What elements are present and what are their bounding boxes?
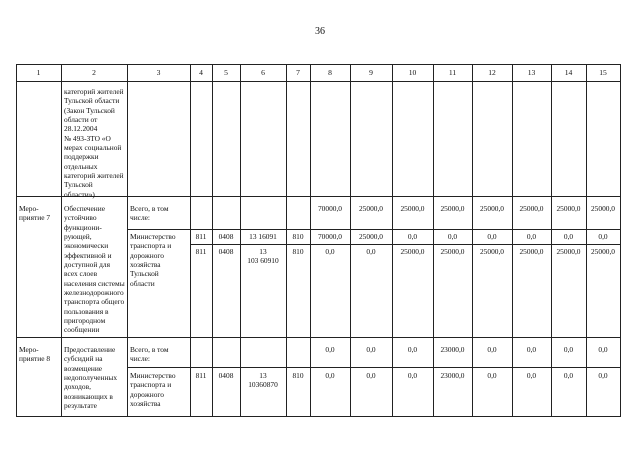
column-number: 9 bbox=[369, 68, 373, 77]
amount-value: 0,0 bbox=[366, 371, 376, 380]
column-number: 3 bbox=[156, 68, 161, 77]
event-label: Меро- приятие 7 bbox=[19, 204, 51, 223]
event-label: Меро- приятие 8 bbox=[19, 345, 51, 364]
column-number: 13 bbox=[527, 68, 536, 77]
row-divider bbox=[16, 337, 621, 338]
total-value: 25000,0 bbox=[440, 204, 465, 213]
total-value: 23000,0 bbox=[440, 345, 465, 354]
event-description: Обеспечение устойчиво функциони- рующей, экономически эффективной и доступной для всех слоев населения системы железнодорожного транспорта общего пользования в пригородном сообщении bbox=[64, 204, 125, 335]
total-value: 25000,0 bbox=[479, 204, 505, 213]
row-divider bbox=[16, 81, 621, 82]
column-divider bbox=[127, 64, 128, 417]
amount-value: 0,0 bbox=[563, 232, 574, 241]
amount-value: 70000,0 bbox=[317, 232, 343, 241]
amount-value: 0,0 bbox=[563, 371, 574, 380]
amount-value: 23000,0 bbox=[440, 371, 465, 380]
budget-code: 0408 bbox=[218, 371, 234, 380]
amount-value: 0,0 bbox=[598, 232, 608, 241]
column-number: 4 bbox=[199, 68, 203, 77]
budget-code: 810 bbox=[292, 232, 304, 241]
total-value: 25000,0 bbox=[400, 204, 425, 213]
column-number: 6 bbox=[261, 68, 265, 77]
budget-table bbox=[16, 64, 620, 416]
amount-value: 25000,0 bbox=[358, 232, 384, 241]
total-value: 25000,0 bbox=[556, 204, 581, 213]
amount-value: 25000,0 bbox=[400, 247, 425, 256]
budget-code: 810 bbox=[292, 247, 304, 256]
total-label: Всего, в том числе: bbox=[130, 345, 169, 364]
budget-code: 810 bbox=[292, 371, 304, 380]
amount-value: 0,0 bbox=[487, 232, 497, 241]
total-label: Всего, в том числе: bbox=[130, 204, 169, 223]
total-value: 0,0 bbox=[526, 345, 537, 354]
total-value: 0,0 bbox=[487, 345, 497, 354]
amount-value: 25000,0 bbox=[590, 247, 616, 256]
column-number: 1 bbox=[36, 68, 41, 77]
budget-code: 0408 bbox=[218, 247, 234, 256]
row-divider bbox=[190, 244, 621, 245]
column-number: 10 bbox=[408, 68, 417, 77]
amount-value: 25000,0 bbox=[519, 247, 544, 256]
amount-value: 25000,0 bbox=[479, 247, 505, 256]
column-number: 15 bbox=[599, 68, 607, 77]
amount-value: 0,0 bbox=[526, 371, 537, 380]
total-value: 0,0 bbox=[598, 345, 608, 354]
amount-value: 0,0 bbox=[526, 232, 537, 241]
table-border bbox=[16, 416, 621, 417]
column-number: 7 bbox=[296, 68, 300, 77]
total-value: 70000,0 bbox=[317, 204, 343, 213]
total-value: 0,0 bbox=[407, 345, 418, 354]
table-border bbox=[620, 64, 621, 417]
amount-value: 0,0 bbox=[325, 371, 335, 380]
total-value: 25000,0 bbox=[519, 204, 544, 213]
row-divider bbox=[127, 367, 621, 368]
budget-code: 13 16091 bbox=[249, 232, 277, 241]
amount-value: 0,0 bbox=[447, 232, 458, 241]
total-value: 0,0 bbox=[325, 345, 335, 354]
page-number: 36 bbox=[315, 26, 325, 37]
executor-name: Министерство транспорта и дорожного хозяйства Тульской области bbox=[130, 232, 176, 288]
budget-code: 811 bbox=[195, 371, 207, 380]
table-border bbox=[16, 64, 621, 65]
amount-value: 0,0 bbox=[366, 247, 376, 256]
budget-code: 13 10360870 bbox=[248, 371, 278, 390]
column-number: 11 bbox=[448, 68, 457, 77]
budget-code: 811 bbox=[195, 232, 207, 241]
continuation-text: категорий жителей Тульской области (Закон Тульской области от 28.12.2004 № 493-ЗТО «О мерах социальной поддержки отдельных категорий жителей Тульской области») bbox=[64, 87, 124, 199]
column-divider bbox=[61, 64, 62, 417]
budget-code: 13 103 60910 bbox=[247, 247, 279, 266]
executor-name: Министерство транспорта и дорожного хозяйства bbox=[130, 371, 176, 408]
total-value: 25000,0 bbox=[590, 204, 616, 213]
amount-value: 0,0 bbox=[487, 371, 497, 380]
column-number: 8 bbox=[328, 68, 332, 77]
table-border bbox=[16, 64, 17, 417]
amount-value: 25000,0 bbox=[440, 247, 465, 256]
column-number: 12 bbox=[488, 68, 496, 77]
amount-value: 0,0 bbox=[325, 247, 335, 256]
row-divider bbox=[127, 229, 621, 230]
event-description: Предоставление субсидий на возмещение недополученных доходов, возникающих в результате bbox=[64, 345, 118, 410]
column-number: 2 bbox=[92, 68, 96, 77]
amount-value: 25000,0 bbox=[556, 247, 581, 256]
amount-value: 0,0 bbox=[407, 371, 418, 380]
total-value: 0,0 bbox=[366, 345, 376, 354]
budget-code: 0408 bbox=[218, 232, 234, 241]
column-number: 14 bbox=[564, 68, 573, 77]
total-value: 0,0 bbox=[563, 345, 574, 354]
column-number: 5 bbox=[224, 68, 228, 77]
budget-code: 811 bbox=[195, 247, 207, 256]
amount-value: 0,0 bbox=[407, 232, 418, 241]
amount-value: 0,0 bbox=[598, 371, 608, 380]
total-value: 25000,0 bbox=[358, 204, 384, 213]
